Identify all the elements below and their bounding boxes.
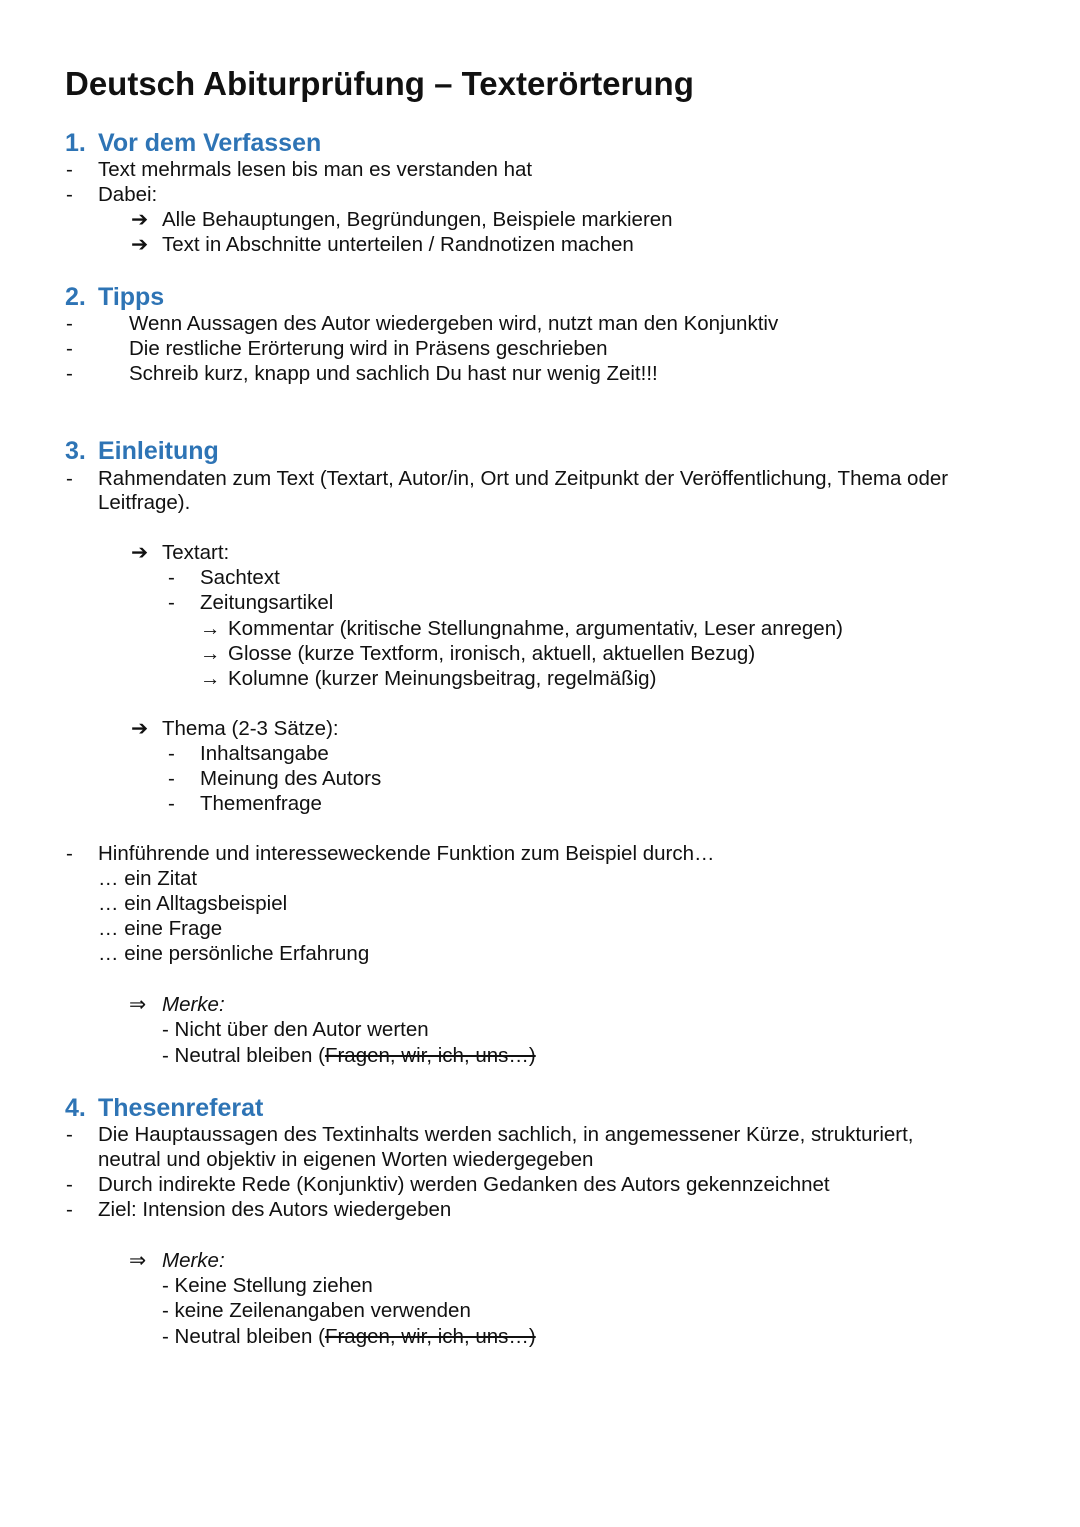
list-item: Durch indirekte Rede (Konjunktiv) werden Gedanken des Autors gekennzeichnet: [98, 1173, 830, 1196]
list-item: Zeitungsartikel: [200, 591, 334, 614]
list-item: Wenn Aussagen des Autor wiedergeben wird, nutzt man den Konjunktiv: [129, 312, 779, 335]
dash-bullet: -: [66, 1198, 73, 1221]
list-item: Ziel: Intension des Autors wiedergeben: [98, 1198, 452, 1221]
section-title: Tipps: [98, 283, 165, 311]
bold-arrow-icon: ➔: [131, 541, 149, 564]
bold-arrow-icon: ➔: [131, 233, 149, 256]
list-item: … eine Frage: [98, 917, 223, 940]
list-item: Text mehrmals lesen bis man es verstanden hat: [98, 158, 533, 181]
list-item: [162, 1325, 536, 1349]
list-item: - keine Zeilenangaben verwenden: [162, 1299, 471, 1322]
section-number: 4.: [65, 1094, 86, 1122]
double-arrow-icon: ⇒: [129, 993, 147, 1016]
arrow-icon: →: [200, 617, 221, 640]
bold-arrow-icon: ➔: [131, 717, 149, 740]
dash-bullet: -: [168, 566, 175, 589]
dash-bullet: -: [66, 842, 73, 865]
double-arrow-icon: ⇒: [129, 1249, 147, 1272]
list-item-continuation: Leitfrage).: [98, 491, 191, 514]
list-item: - Keine Stellung ziehen: [162, 1274, 373, 1297]
section-heading-2: [65, 282, 164, 312]
list-item-continuation: neutral und objektiv in eigenen Worten wiedergegeben: [98, 1148, 594, 1171]
list-item: Inhaltsangabe: [200, 742, 329, 765]
arrow-icon: →: [200, 667, 221, 690]
dash-bullet: -: [66, 312, 73, 335]
dash-bullet: -: [66, 158, 73, 181]
dash-bullet: -: [168, 591, 175, 614]
merke-label: Merke:: [162, 993, 225, 1016]
section-title: Vor dem Verfassen: [98, 129, 322, 157]
list-item: Alle Behauptungen, Begründungen, Beispiele markieren: [162, 208, 673, 231]
list-item: Glosse (kurze Textform, ironisch, aktuell, aktuellen Bezug): [228, 642, 756, 665]
dash-bullet: -: [66, 337, 73, 360]
bold-arrow-icon: ➔: [131, 208, 149, 231]
section-number: 2.: [65, 283, 86, 311]
section-heading-3: [65, 436, 219, 466]
dash-bullet: -: [168, 742, 175, 765]
section-title: Thesenreferat: [98, 1094, 264, 1122]
dash-bullet: -: [168, 767, 175, 790]
textart-label: Textart:: [162, 541, 230, 564]
dash-bullet: -: [66, 183, 73, 206]
list-item: [162, 1044, 536, 1068]
list-item: Schreib kurz, knapp und sachlich Du hast nur wenig Zeit!!!: [129, 362, 658, 385]
struck-text: Fragen, wir, ich, uns…): [324, 1044, 536, 1067]
list-item: … ein Alltagsbeispiel: [98, 892, 288, 915]
dash-bullet: -: [168, 792, 175, 815]
list-item: Meinung des Autors: [200, 767, 382, 790]
list-item: Rahmendaten zum Text (Textart, Autor/in, Ort und Zeitpunkt der Veröffentlichung, Thema oder: [98, 467, 949, 490]
section-number: 3.: [65, 437, 86, 465]
list-item: Die Hauptaussagen des Textinhalts werden sachlich, in angemessener Kürze, strukturiert,: [98, 1123, 914, 1146]
item-text: - Neutral bleiben (: [162, 1044, 325, 1067]
list-item: … ein Zitat: [98, 867, 198, 890]
list-item: Themenfrage: [200, 792, 322, 815]
list-item: Kommentar (kritische Stellungnahme, argumentativ, Leser anregen): [228, 617, 843, 640]
list-item: Kolumne (kurzer Meinungsbeitrag, regelmäßig): [228, 667, 657, 690]
dash-bullet: -: [66, 1173, 73, 1196]
merke-label: Merke:: [162, 1249, 225, 1272]
list-item: Hinführende und interesseweckende Funktion zum Beispiel durch…: [98, 842, 715, 865]
item-text: - Neutral bleiben (: [162, 1325, 325, 1348]
struck-text: Fragen, wir, ich, uns…): [324, 1325, 536, 1348]
list-item: Dabei:: [98, 183, 158, 206]
section-title: Einleitung: [98, 437, 219, 465]
thema-label: Thema (2-3 Sätze):: [162, 717, 339, 740]
list-item: Text in Abschnitte unterteilen / Randnotizen machen: [162, 233, 634, 256]
list-item: Sachtext: [200, 566, 280, 589]
list-item: Die restliche Erörterung wird in Präsens geschrieben: [129, 337, 608, 360]
arrow-icon: →: [200, 642, 221, 665]
dash-bullet: -: [66, 362, 73, 385]
section-heading-4: [65, 1093, 263, 1123]
list-item: - Nicht über den Autor werten: [162, 1018, 429, 1041]
section-heading-1: [65, 128, 321, 158]
dash-bullet: -: [66, 467, 73, 490]
dash-bullet: -: [66, 1123, 73, 1146]
page-title: Deutsch Abiturprüfung – Texterörterung: [65, 65, 694, 102]
list-item: … eine persönliche Erfahrung: [98, 942, 370, 965]
section-number: 1.: [65, 129, 86, 157]
